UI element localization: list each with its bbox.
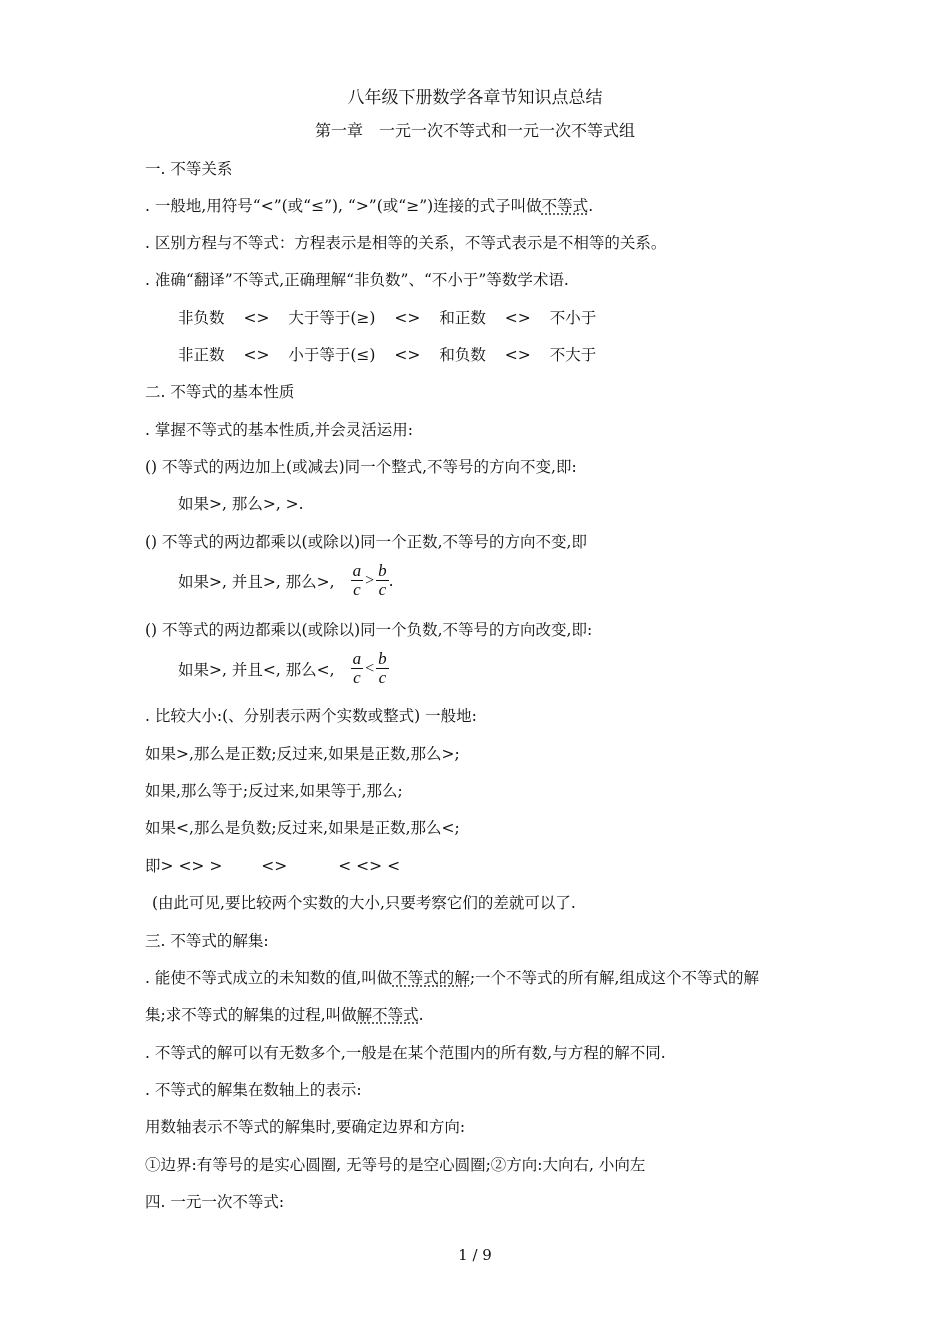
paragraph: 如果,那么等于;反过来,如果等于,那么;: [145, 782, 403, 800]
term: 和正数: [439, 309, 486, 327]
term: 大于等于(≥): [288, 309, 376, 327]
term: 和负数: [439, 346, 486, 364]
paragraph: . 比较大小:(、分别表示两个实数或整式) 一般地:: [145, 707, 477, 725]
fraction: [351, 562, 364, 599]
term: 非正数: [178, 346, 225, 364]
paragraph: . 不等式的解集在数轴上的表示:: [145, 1081, 362, 1099]
numerator: b: [378, 561, 387, 580]
paragraph: . 区别方程与不等式：方程表示是相等的关系，不等式表示是不相等的关系。: [145, 234, 667, 252]
text: 即>: [145, 857, 174, 875]
equiv-symbol: <>: [261, 857, 288, 875]
text: .: [418, 1006, 424, 1024]
section-1-heading: 一. 不等关系: [145, 160, 233, 178]
section-4-heading: 四. 一元一次不等式:: [145, 1193, 285, 1211]
text: .: [588, 197, 594, 215]
equiv-symbol: <>: [394, 346, 421, 364]
property-1: () 不等式的两边加上(或减去)同一个整式,不等号的方向不变,即:: [145, 458, 577, 476]
term: 小于等于(≤): [288, 346, 376, 364]
equivalence-row: [178, 345, 596, 365]
equiv-symbol: <>: [356, 857, 383, 875]
text: .: [388, 571, 394, 590]
text: <: [338, 857, 352, 875]
numerator: b: [378, 649, 387, 668]
text: . 能使不等式成立的未知数的值,叫做: [145, 969, 393, 987]
text: . 一般地,用符号“<”(或“≤”), “>”(或“≥”)连接的式子叫做: [145, 197, 542, 215]
paragraph: [145, 1005, 424, 1025]
equiv-symbol: <>: [243, 309, 270, 327]
paragraph: 如果>,那么是正数;反过来,如果是正数,那么>;: [145, 745, 460, 763]
equiv-symbol: <>: [178, 857, 205, 875]
fraction: [376, 650, 389, 687]
equiv-symbol: <>: [504, 309, 531, 327]
key-term: 解不等式: [356, 1006, 419, 1024]
term: 不大于: [549, 346, 597, 364]
section-3-heading: 三. 不等式的解集:: [145, 932, 269, 950]
paragraph: . 不等式的解可以有无数多个,一般是在某个范围内的所有数,与方程的解不同.: [145, 1044, 666, 1062]
comparison-summary: [145, 856, 400, 876]
equivalence-row: [178, 308, 596, 328]
paragraph: 如果<,那么是负数;反过来,如果是正数,那么<;: [145, 819, 460, 837]
operator: >: [365, 571, 375, 589]
property-2: () 不等式的两边都乘以(或除以)同一个正数,不等号的方向不变,即: [145, 533, 587, 551]
paragraph: [145, 196, 593, 216]
numerator: a: [352, 649, 362, 668]
paragraph: 用数轴表示不等式的解集时,要确定边界和方向:: [145, 1118, 466, 1136]
property-3: () 不等式的两边都乘以(或除以)同一个负数,不等号的方向改变,即:: [145, 621, 593, 639]
document-title: 八年级下册数学各章节知识点总结: [347, 88, 603, 108]
term: 非负数: [178, 309, 225, 327]
paragraph: ①边界:有等号的是实心圆圈, 无等号的是空心圆圈;②方向:大向右, 小向左: [145, 1156, 646, 1174]
denominator: c: [378, 580, 387, 599]
text: ;一个不等式的所有解,组成这个不等式的解: [469, 969, 759, 987]
text: 如果>, 并且>, 那么>,: [178, 572, 335, 591]
property-1-example: 如果>, 那么>, >.: [178, 495, 304, 513]
equiv-symbol: <>: [243, 346, 270, 364]
property-2-example: [178, 562, 394, 599]
key-term: 不等式: [541, 197, 589, 215]
page-number: 1 / 9: [458, 1246, 492, 1264]
equiv-symbol: <>: [394, 309, 421, 327]
section-2-heading: 二. 不等式的基本性质: [145, 383, 295, 401]
paragraph: (由此可见,要比较两个实数的大小,只要考察它们的差就可以了.: [152, 894, 576, 912]
paragraph: . 准确“翻译”不等式,正确理解“非负数”、“不小于”等数学术语.: [145, 271, 569, 289]
equiv-symbol: <>: [504, 346, 531, 364]
text: <: [387, 857, 401, 875]
property-3-example: [178, 650, 389, 687]
key-term: 不等式的解: [392, 969, 470, 987]
text: >: [209, 857, 223, 875]
paragraph: [145, 968, 759, 988]
fraction: [351, 650, 364, 687]
denominator: c: [353, 668, 361, 687]
numerator: a: [352, 561, 362, 580]
denominator: c: [378, 668, 387, 687]
term: 不小于: [549, 309, 597, 327]
fraction: [376, 562, 389, 599]
text: 集;求不等式的解集的过程,叫做: [145, 1006, 357, 1024]
text: 如果>, 并且<, 那么<,: [178, 660, 335, 679]
chapter-title: 第一章 一元一次不等式和一元一次不等式组: [314, 121, 635, 140]
operator: <: [365, 659, 375, 677]
denominator: c: [353, 580, 361, 599]
paragraph: . 掌握不等式的基本性质,并会灵活运用:: [145, 421, 414, 439]
